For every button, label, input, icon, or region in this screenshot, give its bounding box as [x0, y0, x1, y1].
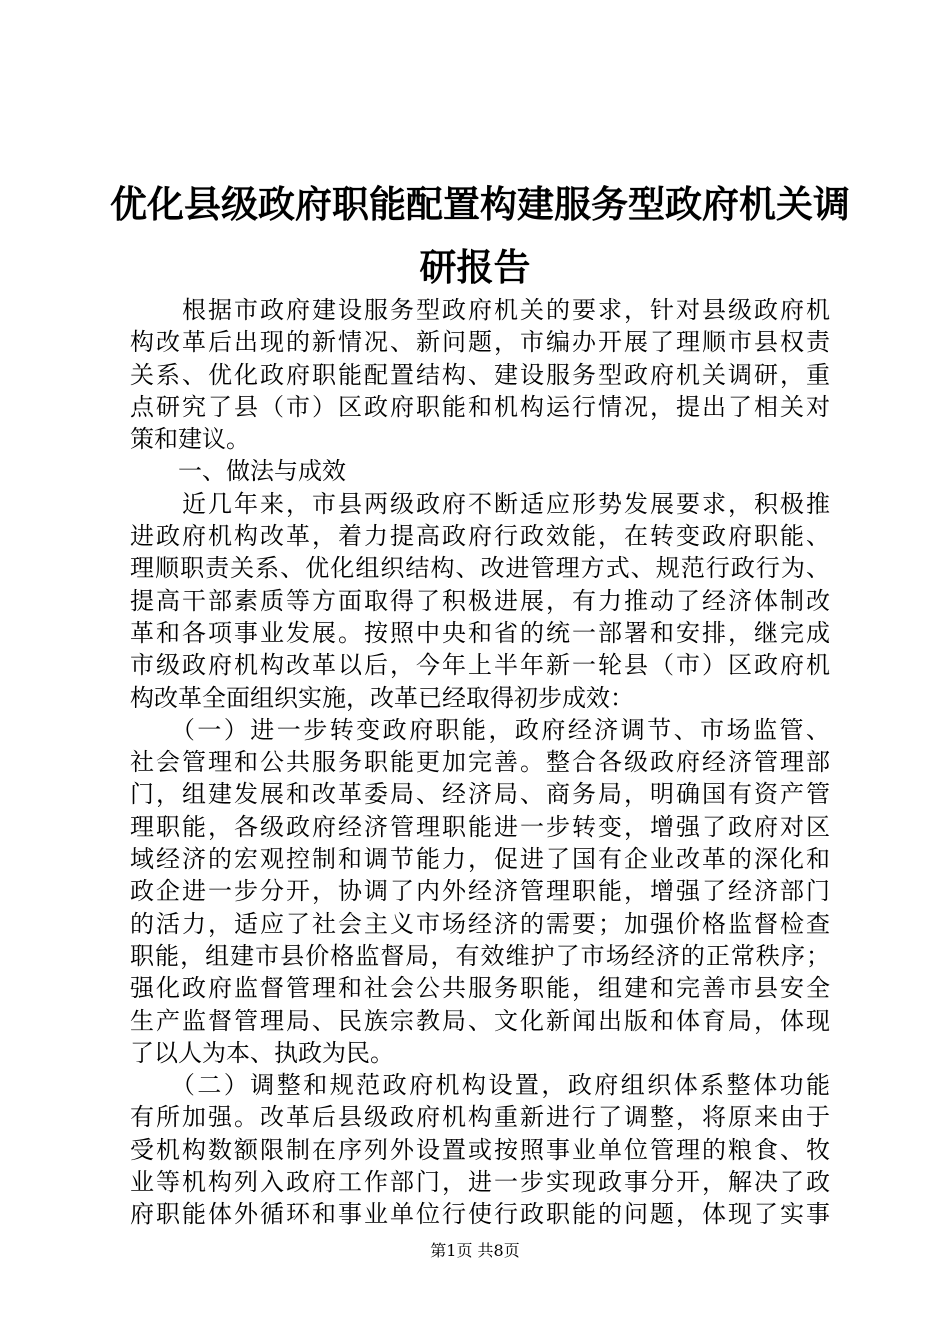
body-line: 近几年来，市县两级政府不断适应形势发展要求，积极推 [130, 489, 830, 518]
body-line: 政企进一步分开，协调了内外经济管理职能，增强了经济部门 [130, 877, 830, 906]
body-line: 市级政府机构改革以后，今年上半年新一轮县（市）区政府机 [130, 651, 830, 680]
body-line: 点研究了县（市）区政府职能和机构运行情况，提出了相关对 [130, 392, 830, 421]
body-line: 受机构数额限制在序列外设置或按照事业单位管理的粮食、牧 [130, 1135, 830, 1164]
document-title-line-1: 优化县级政府职能配置构建服务型政府机关调 [110, 183, 850, 226]
body-line: 构改革后出现的新情况、新问题，市编办开展了理顺市县权责 [130, 328, 830, 357]
page-footer: 第1页 共8页 [430, 1241, 520, 1260]
body-line: 进政府机构改革，着力提高政府行政效能，在转变政府职能、 [130, 522, 830, 551]
body-line: 理顺职责关系、优化组织结构、改进管理方式、规范行政行为、 [130, 554, 830, 583]
body-line: （二）调整和规范政府机构设置，政府组织体系整体功能 [130, 1071, 830, 1100]
document-title-line-2: 研报告 [419, 246, 531, 289]
body-line: 策和建议。 [130, 425, 250, 454]
body-line: 构改革全面组织实施，改革已经取得初步成效： [130, 683, 634, 712]
body-line: 强化政府监督管理和社会公共服务职能，组建和完善市县安全 [130, 974, 830, 1003]
body-line: 府职能体外循环和事业单位行使行政职能的问题，体现了实事 [130, 1200, 830, 1229]
body-line: 生产监督管理局、民族宗教局、文化新闻出版和体育局，体现 [130, 1006, 830, 1035]
body-line: 业等机构列入政府工作部门，进一步实现政事分开，解决了政 [130, 1168, 830, 1197]
body-line: 了以人为本、执政为民。 [130, 1038, 394, 1067]
body-line: 社会管理和公共服务职能更加完善。整合各级政府经济管理部 [130, 748, 830, 777]
section-heading: 一、做法与成效 [130, 457, 346, 486]
body-line: 域经济的宏观控制和调节能力，促进了国有企业改革的深化和 [130, 845, 830, 874]
document-body [130, 294, 830, 1231]
body-line: 理职能，各级政府经济管理职能进一步转变，增强了政府对区 [130, 812, 830, 841]
body-line: 职能，组建市县价格监督局，有效维护了市场经济的正常秩序； [130, 941, 830, 970]
body-line: 关系、优化政府职能配置结构、建设服务型政府机关调研，重 [130, 360, 830, 389]
body-line: 有所加强。改革后县级政府机构重新进行了调整，将原来由于 [130, 1103, 830, 1132]
body-line: 革和各项事业发展。按照中央和省的统一部署和安排，继完成 [130, 618, 830, 647]
body-line: 门，组建发展和改革委局、经济局、商务局，明确国有资产管 [130, 780, 830, 809]
body-line: 的活力，适应了社会主义市场经济的需要；加强价格监督检查 [130, 909, 830, 938]
body-line: 根据市政府建设服务型政府机关的要求，针对县级政府机 [130, 296, 830, 324]
body-line: （一）进一步转变政府职能，政府经济调节、市场监管、 [130, 715, 830, 744]
body-line: 提高干部素质等方面取得了积极进展，有力推动了经济体制改 [130, 586, 830, 615]
